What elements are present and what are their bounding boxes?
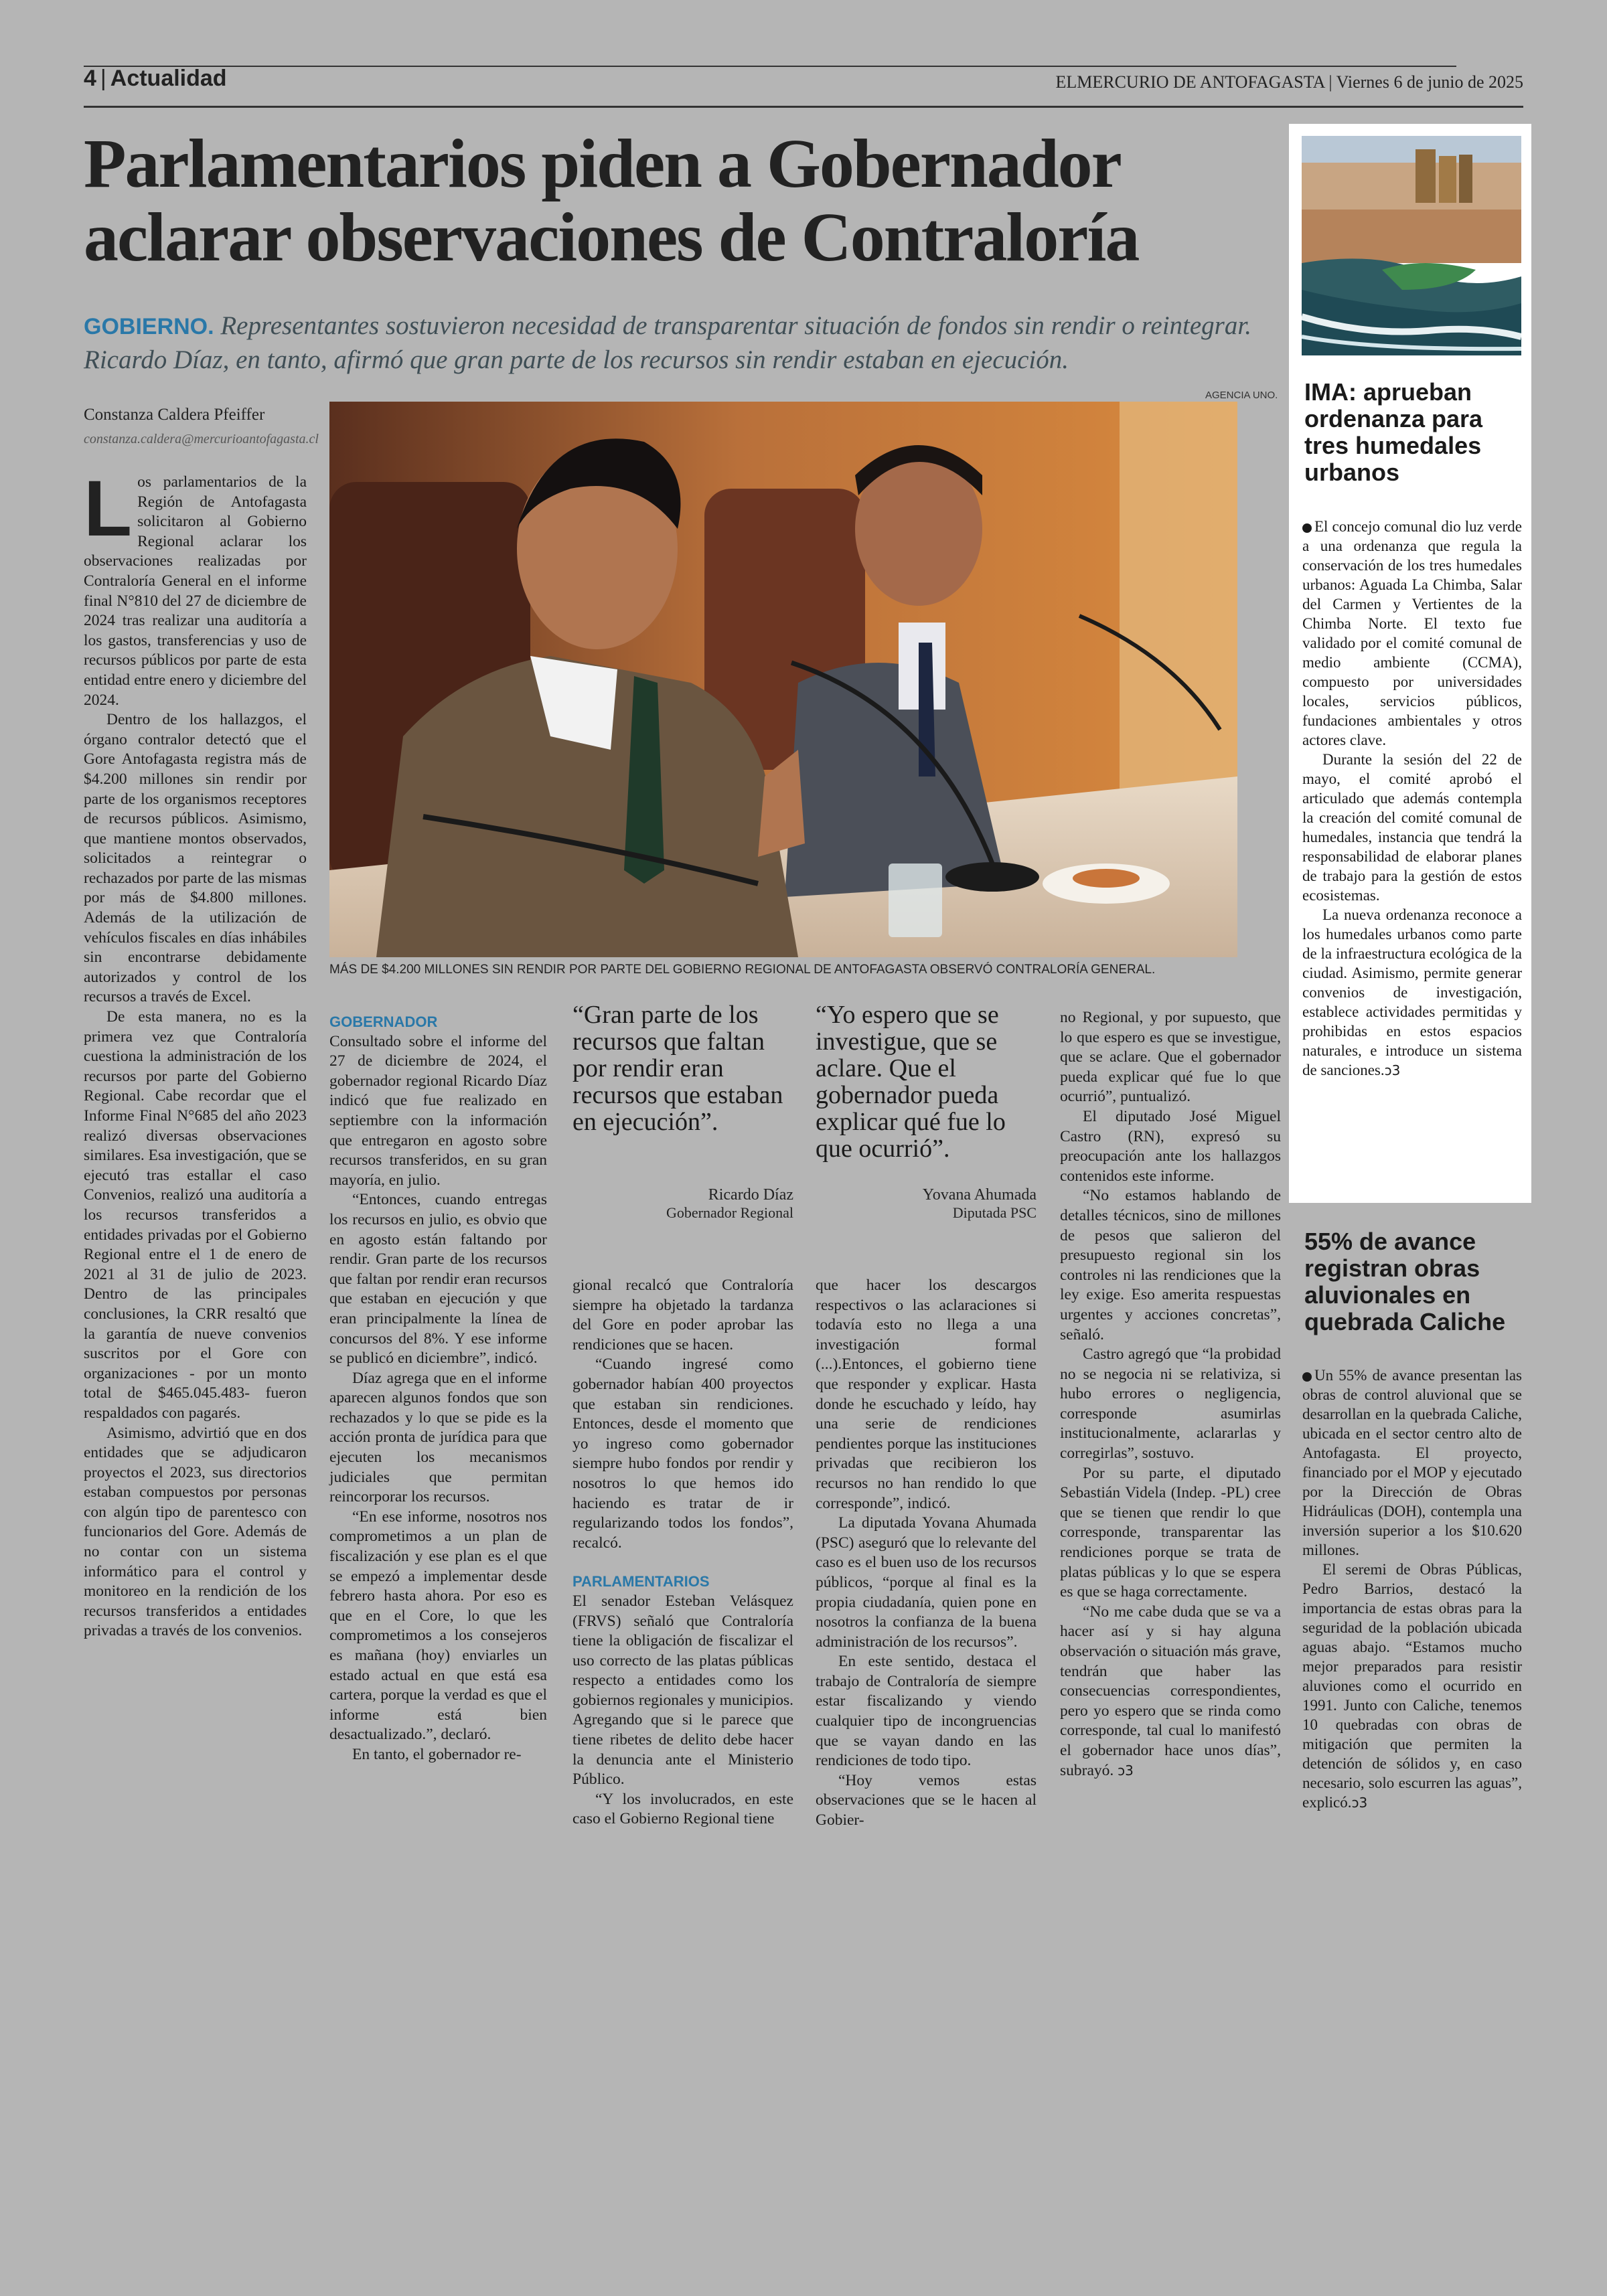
article-end-icon: ↄ3 <box>1351 1795 1368 1811</box>
col2-paragraph: Díaz agrega que en el informe aparecen algunos fondos que son rechazados y lo que se pide es la acción pronta de jurídica para que ejecuten los mecanismos judiciales que permitan reincorporar los recursos. <box>329 1369 547 1506</box>
section-name: Actualidad <box>110 66 227 91</box>
sidebar-paragraph: Un 55% de avance presentan las obras de control aluvional que se desarrollan en la quebrada Caliche, ubicada en el sector centro alto de Antofagasta. El proyecto, financiado por el MOP y ejecutado por la Dirección de Obras Hidráulicas (DOH), contempla una inversión superior a los $10.620 millones. <box>1302 1367 1522 1558</box>
masthead-info: ELMERCURIO DE ANTOFAGASTA | Viernes 6 de junio de 2025 <box>1055 72 1523 92</box>
deck-tag: GOBIERNO. <box>84 314 214 339</box>
header-bottom-rule <box>84 106 1523 108</box>
author-email[interactable]: constanza.caldera@mercurioantofagasta.cl <box>84 432 319 446</box>
col5-paragraph: “No estamos hablando de detalles técnicos, sino de millones de pesos que salieron del presupuesto regional sin los controles ni las rendiciones que la ley exige. Eso amerita respuestas urgentes y acciones concretas”, señaló. <box>1060 1187 1281 1343</box>
photo-credit: AGENCIA UNO. <box>1205 390 1278 401</box>
col4-paragraph: En este sentido, destaca el trabajo de Contraloría de siempre estar fiscalizando y viendo cualquier tipo de incongruencias que se vayan dando en las rendiciones de todo tipo. <box>816 1653 1037 1770</box>
article-headline <box>84 127 1262 274</box>
page-section-label: 4 | Actualidad <box>84 66 227 91</box>
sidebar-paragraph: El concejo comunal dio luz verde a una ordenanza que regula la conservación de los tres humedales urbanos: Aguada La Chimba, Salar del Carmen y Vertientes de la Chimba Norte. El texto fue validado por el comité comunal de medio ambiente (CCMA), compuesto por universidades locales, servicios públicos, fundaciones ambientales y otros actores clave. <box>1302 518 1522 748</box>
col3-paragraph: El senador Esteban Velásquez (FRVS) señaló que Contraloría tiene la obligación de fiscalizar el uso correcto de las platas públicas respecto a entidades como los gobiernos regionales y municipios. Agregando que si le parece que tiene ribetes de delito debe hacer la denuncia ante el Ministerio Público. <box>572 1592 793 1789</box>
col5-paragraph: “No me cabe duda que se va a hacer así y si hay alguna observación o situación más grave, tendrán que haber las consecuencias correspondientes, pero yo espero que se rinda como corresponde, tal cual lo manifestó el gobernador hace unos días”, subrayó. <box>1060 1603 1281 1779</box>
article-column-5 <box>1060 1008 1281 1781</box>
pull-quote-diaz: “Gran parte de los recursos que faltan por rendir eran recursos que estaban en ejecución”. <box>572 1001 783 1136</box>
article-column-2 <box>329 1008 547 1765</box>
article-photo <box>329 402 1237 957</box>
col5-paragraph: Castro agregó que “la probidad no se negocia ni se relativiza, si hubo errores o negligencia, corresponde asumirlas institucionalmente, aclararlas y corregirlas”, sostuvo. <box>1060 1345 1281 1463</box>
bullet-icon <box>1302 1372 1312 1382</box>
article-column-3 <box>572 1276 793 1829</box>
pull-quote-ahumada: “Yo espero que se investigue, que se aclare. Que el gobernador pueda explicar qué fue lo que ocurrió”. <box>816 1001 1006 1163</box>
quote-name: Ricardo Díaz <box>708 1186 793 1204</box>
subhead-gobernador: GOBERNADOR <box>329 1013 438 1030</box>
col1-paragraph: Dentro de los hallazgos, el órgano contralor detectó que el Gore Antofagasta registra más de $4.200 millones sin rendir por parte de los organismos receptores de recursos públicos. Asimismo, que mantiene montos observados, solicitados a reintegrar o rechazados por parte de las mismas por más de $4.800 millones. Además de la utilización de vehículos fiscales en días inhábiles sin encontrarse debidamente autorizados y control de los recursos a través de Excel. <box>84 711 307 1006</box>
col3-paragraph: “Cuando ingresé como gobernador habían 400 proyectos que estaban sin rendiciones. Entonces, desde el momento que yo ingreso como gobernador siempre hubo fondos por rendir y nosotros lo que hemos ido haciendo es tratar de ir regularizando todos los fondos”, recalcó. <box>572 1356 793 1552</box>
col5-paragraph: Por su parte, el diputado Sebastián Videla (Indep. -PL) cree que se tienen que rendir lo que corresponde, transparentar las rendiciones porque se trata de platas públicas y lo que se espera es que se haga correctamente. <box>1060 1464 1281 1601</box>
quote-role: Diputada PSC <box>952 1204 1037 1221</box>
pull-quote-diaz-attribution <box>572 1186 793 1222</box>
headline-line-1: Parlamentarios piden a Gobernador <box>84 125 1121 202</box>
col2-paragraph: “Entonces, cuando entregas los recursos en julio, es obvio que en agosto están faltando por rendir. Gran parte de los recursos que faltan por rendir eran recursos que estaban en ejecución y que eran principalmente la línea de concursos del 8%. Y ese informe se publicó en diciembre”, indicó. <box>329 1191 547 1368</box>
col3-paragraph: gional recalcó que Contraloría siempre ha objetado la tardanza del Gore en poder aprobar las rendiciones que se hacen. <box>572 1277 793 1354</box>
sidebar-title-caliche: 55% de avance registran obras aluvionales en quebrada Caliche <box>1304 1228 1506 1335</box>
col4-paragraph: “Hoy vemos estas observaciones que se le hacen al Gobier- <box>816 1771 1037 1829</box>
col5-paragraph: no Regional, y por supuesto, que lo que espero es que se investigue, que se aclare. Que el gobernador pueda explicar qué fue lo que ocurrió”, puntualizó. <box>1060 1009 1281 1106</box>
photo-caption: MÁS DE $4.200 MILLONES SIN RENDIR POR PARTE DEL GOBIERNO REGIONAL DE ANTOFAGASTA OBSERVÓ CONTRALORÍA GENERAL. <box>329 963 1156 977</box>
sidebar-text-caliche <box>1302 1366 1522 1813</box>
pull-quote-ahumada-attribution <box>816 1186 1037 1222</box>
col5-paragraph: El diputado José Miguel Castro (RN), expresó su preocupación ante los hallazgos contenidos este informe. <box>1060 1107 1281 1185</box>
photo-illustration <box>329 402 1237 957</box>
col4-paragraph: La diputada Yovana Ahumada (PSC) aseguró que lo relevante del caso es el buen uso de los recursos públicos, “porque al final es la propia ciudadanía, quien pone en nosotros la confianza de la buena administración de los recursos”. <box>816 1514 1037 1651</box>
headline-line-2: aclarar observaciones de Contraloría <box>84 199 1139 276</box>
col3-paragraph: “Y los involucrados, en este caso el Gobierno Regional tiene <box>572 1790 793 1828</box>
article-deck <box>84 309 1282 377</box>
col2-paragraph: Consultado sobre el informe del 27 de diciembre de 2024, el gobernador regional Ricardo Díaz indicó que fue realizado en septiembre con la información que entregaron en agosto sobre recursos transferidos, en su gran mayoría, en julio. <box>329 1032 547 1189</box>
article-end-icon: ↄ3 <box>1384 1062 1401 1078</box>
article-end-icon: ↄ3 <box>1118 1762 1134 1779</box>
article-column-1 <box>84 465 307 1641</box>
quote-name: Yovana Ahumada <box>922 1186 1037 1204</box>
bullet-icon <box>1302 523 1312 533</box>
sidebar-text-humedales <box>1302 517 1522 1080</box>
col1-paragraph: os parlamentarios de la Región de Antofagasta solicitaron al Gobierno Regional aclarar los observaciones realizadas por Contraloría General en el informe final N°810 del 27 de diciembre de 2024 tras realizar una auditoría a los gastos, transferencias y uso de recursos públicos por parte de esta entidad entre enero y diciembre del 2024. <box>84 473 307 709</box>
publication-date: Viernes 6 de junio de 2025 <box>1336 72 1523 92</box>
dropcap: L <box>84 465 133 553</box>
sidebar-photo-humedales <box>1302 136 1521 355</box>
sidebar-paragraph: El seremi de Obras Públicas, Pedro Barrios, destacó la importancia de estas obras para la seguridad de la población ubicada aguas abajo. “Estamos mucho mejor preparados para resistir aluviones como el ocurrido en 1991. Junto con Caliche, tenemos 10 quebradas con obras de mitigación que permiten la detención de sólidos y, en caso necesario, solo escurren las aguas”, explicó. <box>1302 1561 1522 1811</box>
sidebar-paragraph: Durante la sesión del 22 de mayo, el comité aprobó el articulado que además contempla la creación del comité comunal de humedales, instancia que tendrá la responsabilidad de elaborar planes de trabajo para la gestión de estos ecosistemas. <box>1302 751 1522 904</box>
coast-photo-illustration <box>1302 136 1521 355</box>
col1-paragraph: De esta manera, no es la primera vez que Contraloría cuestiona la administración de los recursos por parte del Gobierno Regional. Cabe recordar que el Informe Final N°685 del año 2023 realizó diversas observaciones similares. Esa investigación, que se ejecutó tras estallar el caso Convenios, realizó una auditoría a los recursos transferidos a entidades privadas por el Gobierno Regional entre el 1 de enero de 2021 al 31 de julio de 2023. Dentro de las principales conclusiones, la CRR resaltó que la garantía de nueve convenios suscritos por el Gore con organizaciones - por un monto total de $465.045.483- fueron respaldados con pagarés. <box>84 1008 307 1422</box>
article-column-4 <box>816 1276 1037 1831</box>
subhead-parlamentarios: PARLAMENTARIOS <box>572 1573 710 1590</box>
author-byline: Constanza Caldera Pfeiffer <box>84 406 265 424</box>
col2-paragraph: “En ese informe, nosotros nos comprometimos a un plan de fiscalización y ese plan es el que se empezó a implementar desde febrero hasta ahora. Por eso es que en el Core, lo que les comprometimos a los consejeros es mañana (hoy) enviarles un estado actual en que está esa cartera, porque la verdad es que el informe está bien desactualizado.”, declaró. <box>329 1507 547 1744</box>
page-number: 4 <box>84 66 96 91</box>
quote-role: Gobernador Regional <box>666 1204 793 1221</box>
col1-paragraph: Asimismo, advirtió que en dos entidades que se adjudicaron proyectos el 2023, sus directorios estaban compuestos por personas con algún tipo de parentesco con funcionarios del Gore. Además de no contar con un sistema informático para el control y monitoreo en la rendición de los recursos transferidos a entidades privadas a través de los convenios. <box>84 1424 307 1640</box>
col2-paragraph: En tanto, el gobernador re- <box>352 1745 522 1763</box>
sidebar-paragraph: La nueva ordenanza reconoce a los humedales urbanos como parte de la infraestructura ecológica de la ciudad. Asimismo, permite generar convenios de investigación, establece actividades permitidas y prohibidas en estos espacios naturales, e introduce un sistema de sanciones. <box>1302 906 1522 1078</box>
col4-paragraph: que hacer los descargos respectivos o las aclaraciones si todavía esto no llega a una investigación formal (...).Entonces, el gobierno tiene que responder y explicar. Hasta donde he escuchado y leído, hay una serie de rendiciones pendientes porque las instituciones privadas que recibieron los recursos no han rendido lo que corresponde”, indicó. <box>816 1277 1037 1512</box>
publication-name: ELMERCURIO DE ANTOFAGASTA <box>1055 72 1324 92</box>
header-top-rule <box>84 66 1456 67</box>
sidebar-title-humedales: IMA: aprueban ordenanza para tres humedales urbanos <box>1304 378 1483 486</box>
deck-text: Representantes sostuvieron necesidad de transparentar situación de fondos sin rendir o reintegrar. Ricardo Díaz, en tanto, afirmó que gran parte de los recursos sin rendir estaban en ejecución. <box>84 311 1251 374</box>
